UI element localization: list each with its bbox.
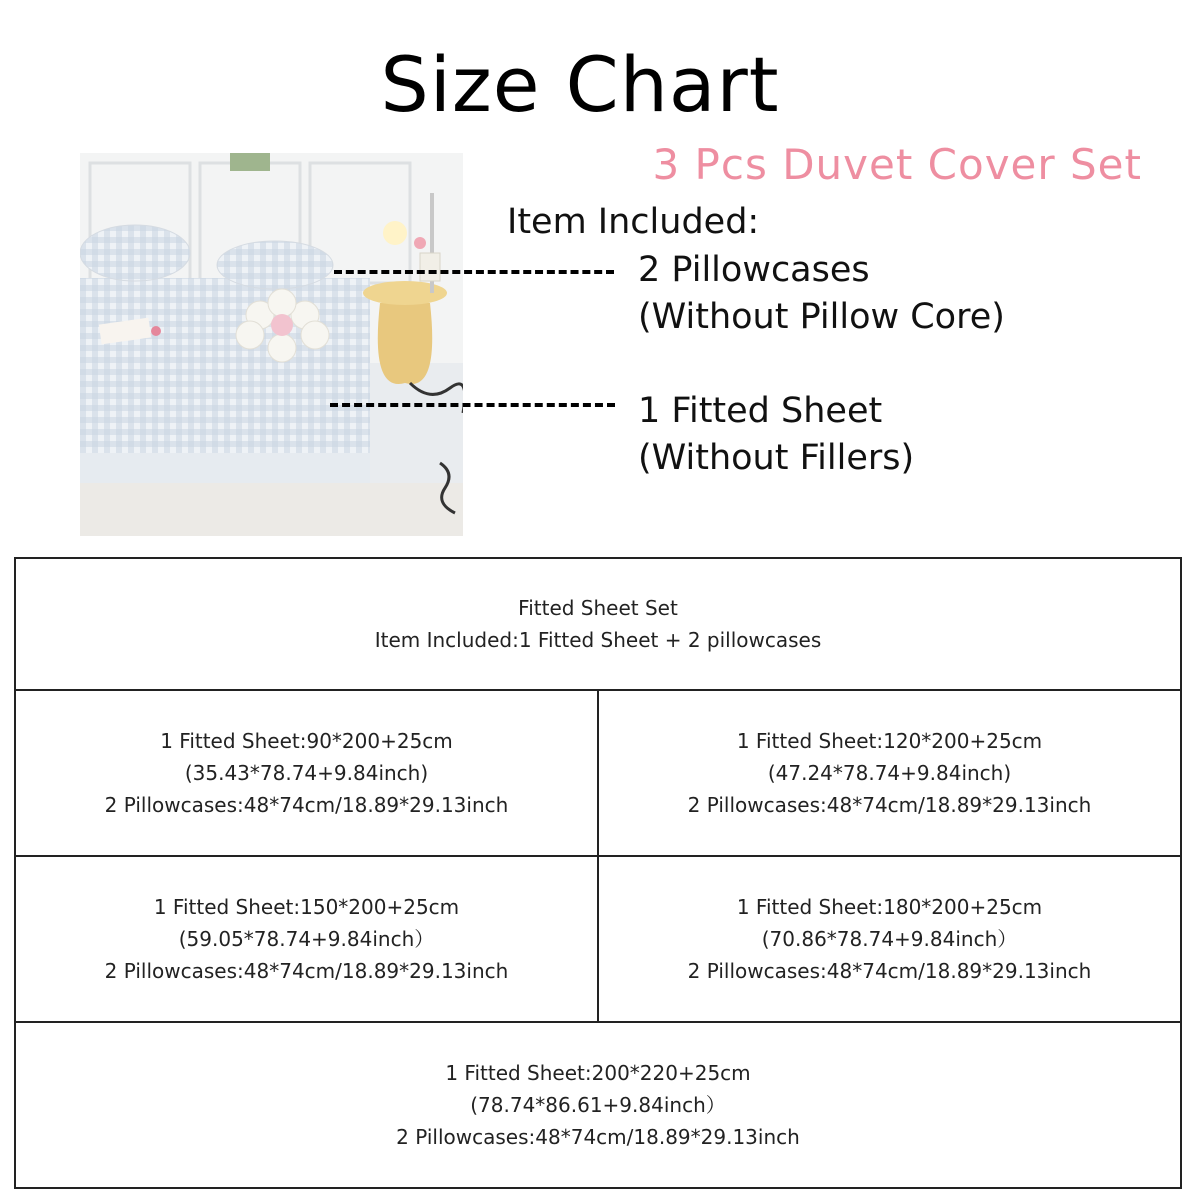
- size-cell-inch: (35.43*78.74+9.84inch): [184, 761, 429, 785]
- page-title: Size Chart: [380, 40, 780, 129]
- size-cell-120: [598, 690, 1181, 856]
- size-cell-sheet: 1 Fitted Sheet:150*200+25cm: [153, 895, 460, 919]
- size-cell-inch: (59.05*78.74+9.84inch）: [178, 927, 435, 951]
- table-header-included: Item Included:1 Fitted Sheet + 2 pillowcases: [374, 628, 822, 652]
- size-cell-pillowcases: 2 Pillowcases:48*74cm/18.89*29.13inch: [687, 793, 1092, 817]
- size-cell-inch: (47.24*78.74+9.84inch): [767, 761, 1012, 785]
- product-photo: [80, 153, 463, 536]
- product-subtitle: 3 Pcs Duvet Cover Set: [652, 140, 1142, 189]
- fitted-sheet-callout: [638, 388, 914, 482]
- pillowcase-callout: [638, 247, 1005, 341]
- size-cell-pillowcases: 2 Pillowcases:48*74cm/18.89*29.13inch: [104, 793, 509, 817]
- size-cell-90: [15, 690, 598, 856]
- fitted-sheet-callout-note: (Without Fillers): [638, 438, 915, 478]
- size-cell-inch: (70.86*78.74+9.84inch）: [761, 927, 1018, 951]
- fitted-sheet-callout-title: 1 Fitted Sheet: [638, 391, 883, 431]
- size-cell-sheet: 1 Fitted Sheet:180*200+25cm: [736, 895, 1043, 919]
- size-cell-sheet: 1 Fitted Sheet:120*200+25cm: [736, 729, 1043, 753]
- fitted-sheet-callout-line: [330, 403, 615, 407]
- pillowcase-callout-title: 2 Pillowcases: [638, 250, 870, 290]
- size-chart-table: [14, 557, 1182, 1189]
- size-cell-pillowcases: 2 Pillowcases:48*74cm/18.89*29.13inch: [396, 1125, 800, 1149]
- size-cell-pillowcases: 2 Pillowcases:48*74cm/18.89*29.13inch: [104, 959, 509, 983]
- size-cell-150: [15, 856, 598, 1022]
- size-cell-inch: (78.74*86.61+9.84inch）: [470, 1093, 726, 1117]
- size-cell-sheet: 1 Fitted Sheet:200*220+25cm: [445, 1061, 751, 1085]
- size-cell-180: [598, 856, 1181, 1022]
- size-cell-sheet: 1 Fitted Sheet:90*200+25cm: [160, 729, 453, 753]
- pillowcase-callout-note: (Without Pillow Core): [638, 297, 1005, 337]
- table-header-title: Fitted Sheet Set: [518, 596, 678, 620]
- size-cell-pillowcases: 2 Pillowcases:48*74cm/18.89*29.13inch: [687, 959, 1092, 983]
- pillowcase-callout-line: [334, 270, 614, 274]
- item-included-label: Item Included:: [507, 202, 760, 242]
- table-header-cell: [15, 558, 1181, 690]
- size-cell-200: [15, 1022, 1181, 1188]
